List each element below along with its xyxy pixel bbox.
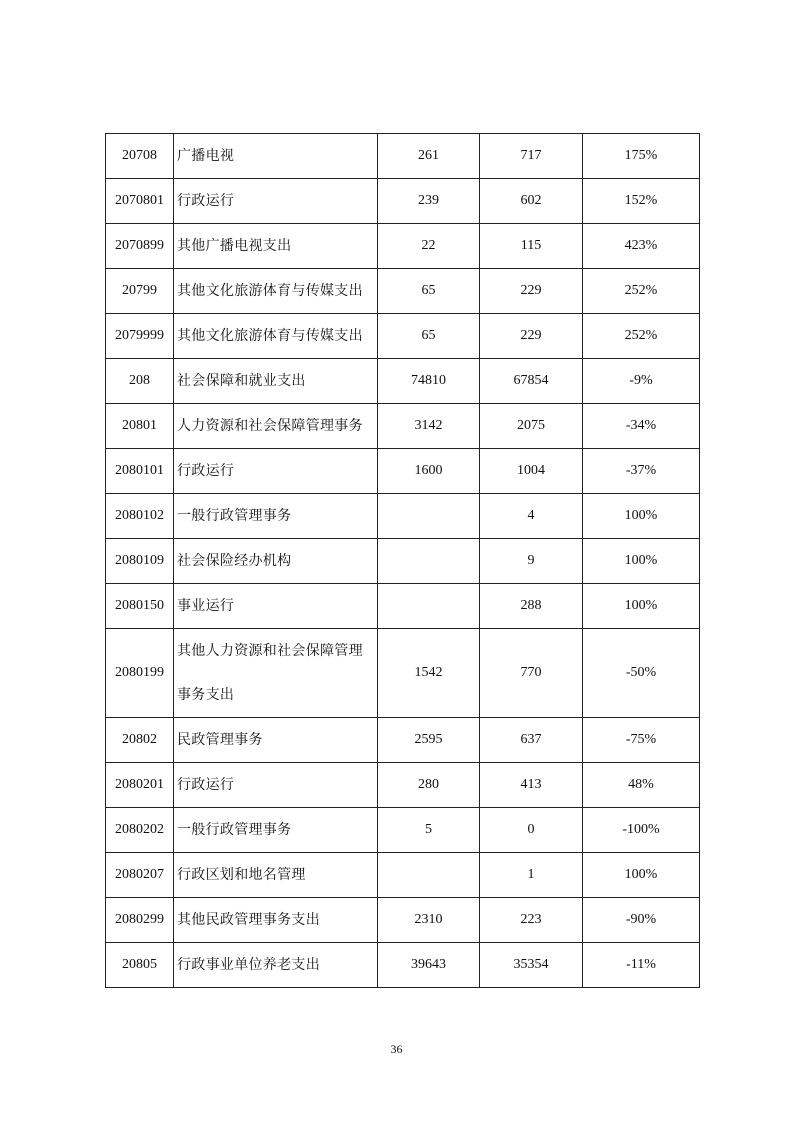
cell-name: 行政事业单位养老支出	[174, 943, 378, 988]
cell-value-prev	[378, 494, 480, 539]
cell-value-prev: 74810	[378, 359, 480, 404]
cell-code: 20801	[106, 404, 174, 449]
cell-code: 20802	[106, 718, 174, 763]
cell-change-pct: -100%	[583, 808, 700, 853]
cell-name: 行政区划和地名管理	[174, 853, 378, 898]
cell-name: 其他文化旅游体育与传媒支出	[174, 314, 378, 359]
cell-code: 20708	[106, 134, 174, 179]
cell-name: 社会保险经办机构	[174, 539, 378, 584]
cell-value-curr: 1004	[480, 449, 583, 494]
cell-change-pct: -34%	[583, 404, 700, 449]
cell-value-prev: 2595	[378, 718, 480, 763]
cell-value-curr: 717	[480, 134, 583, 179]
cell-change-pct: -50%	[583, 629, 700, 718]
table-row	[106, 404, 700, 449]
cell-name: 其他文化旅游体育与传媒支出	[174, 269, 378, 314]
cell-name: 民政管理事务	[174, 718, 378, 763]
cell-value-prev: 65	[378, 314, 480, 359]
cell-change-pct: 100%	[583, 494, 700, 539]
cell-name: 其他民政管理事务支出	[174, 898, 378, 943]
cell-change-pct: 252%	[583, 269, 700, 314]
cell-value-curr: 9	[480, 539, 583, 584]
table-row	[106, 494, 700, 539]
cell-value-curr: 602	[480, 179, 583, 224]
cell-name: 一般行政管理事务	[174, 494, 378, 539]
cell-value-curr: 229	[480, 314, 583, 359]
cell-value-prev: 65	[378, 269, 480, 314]
cell-code: 2080202	[106, 808, 174, 853]
cell-value-curr: 223	[480, 898, 583, 943]
cell-change-pct: -75%	[583, 718, 700, 763]
cell-code: 2070801	[106, 179, 174, 224]
table-row	[106, 359, 700, 404]
cell-code: 2079999	[106, 314, 174, 359]
table-row	[106, 269, 700, 314]
cell-change-pct: -37%	[583, 449, 700, 494]
cell-code: 2080102	[106, 494, 174, 539]
cell-value-curr: 413	[480, 763, 583, 808]
cell-change-pct: 100%	[583, 539, 700, 584]
cell-value-prev	[378, 539, 480, 584]
table-row	[106, 853, 700, 898]
cell-code: 208	[106, 359, 174, 404]
cell-value-prev: 5	[378, 808, 480, 853]
cell-value-prev: 22	[378, 224, 480, 269]
cell-value-curr: 288	[480, 584, 583, 629]
cell-value-curr: 35354	[480, 943, 583, 988]
cell-value-curr: 67854	[480, 359, 583, 404]
cell-change-pct: 100%	[583, 853, 700, 898]
table-row	[106, 179, 700, 224]
cell-value-curr: 1	[480, 853, 583, 898]
cell-name: 其他广播电视支出	[174, 224, 378, 269]
table-row	[106, 629, 700, 718]
table-row	[106, 718, 700, 763]
cell-value-prev: 280	[378, 763, 480, 808]
cell-name: 行政运行	[174, 449, 378, 494]
cell-code: 2080101	[106, 449, 174, 494]
cell-code: 20799	[106, 269, 174, 314]
cell-value-prev: 2310	[378, 898, 480, 943]
table-row	[106, 134, 700, 179]
cell-value-curr: 229	[480, 269, 583, 314]
cell-value-curr: 770	[480, 629, 583, 718]
cell-code: 2080109	[106, 539, 174, 584]
table-row	[106, 808, 700, 853]
cell-code: 2080201	[106, 763, 174, 808]
cell-value-prev	[378, 584, 480, 629]
cell-code: 20805	[106, 943, 174, 988]
page-number: 36	[390, 1042, 403, 1056]
cell-change-pct: 152%	[583, 179, 700, 224]
cell-code: 2080150	[106, 584, 174, 629]
cell-value-curr: 4	[480, 494, 583, 539]
cell-name: 社会保障和就业支出	[174, 359, 378, 404]
table-row	[106, 449, 700, 494]
table-row	[106, 898, 700, 943]
cell-value-prev: 3142	[378, 404, 480, 449]
cell-name: 事业运行	[174, 584, 378, 629]
cell-change-pct: 100%	[583, 584, 700, 629]
table-body	[106, 134, 700, 988]
table-row	[106, 584, 700, 629]
cell-name: 人力资源和社会保障管理事务	[174, 404, 378, 449]
cell-change-pct: 423%	[583, 224, 700, 269]
cell-value-prev: 1542	[378, 629, 480, 718]
cell-value-curr: 115	[480, 224, 583, 269]
cell-code: 2080299	[106, 898, 174, 943]
table-row	[106, 943, 700, 988]
cell-name: 广播电视	[174, 134, 378, 179]
table-row	[106, 314, 700, 359]
cell-name: 行政运行	[174, 179, 378, 224]
cell-value-prev: 261	[378, 134, 480, 179]
cell-code: 2080199	[106, 629, 174, 718]
cell-value-curr: 0	[480, 808, 583, 853]
cell-name: 行政运行	[174, 763, 378, 808]
cell-name: 一般行政管理事务	[174, 808, 378, 853]
cell-change-pct: -9%	[583, 359, 700, 404]
cell-value-prev: 39643	[378, 943, 480, 988]
cell-code: 2070899	[106, 224, 174, 269]
table-row	[106, 539, 700, 584]
table-row	[106, 224, 700, 269]
cell-change-pct: -11%	[583, 943, 700, 988]
budget-table	[105, 133, 700, 988]
cell-value-prev: 239	[378, 179, 480, 224]
cell-change-pct: 48%	[583, 763, 700, 808]
table-row	[106, 763, 700, 808]
cell-value-curr: 637	[480, 718, 583, 763]
cell-change-pct: 252%	[583, 314, 700, 359]
cell-name: 其他人力资源和社会保障管理事务支出	[174, 629, 378, 718]
cell-value-curr: 2075	[480, 404, 583, 449]
cell-value-prev	[378, 853, 480, 898]
cell-code: 2080207	[106, 853, 174, 898]
cell-value-prev: 1600	[378, 449, 480, 494]
cell-change-pct: -90%	[583, 898, 700, 943]
cell-change-pct: 175%	[583, 134, 700, 179]
